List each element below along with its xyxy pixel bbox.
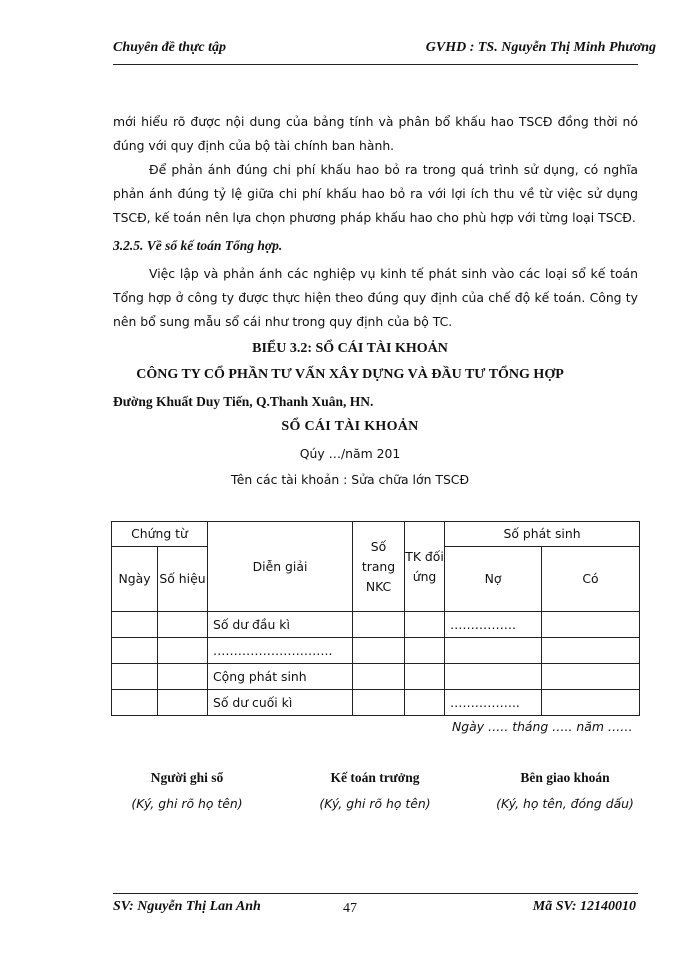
cell-no: …………….: [445, 612, 542, 638]
signature-title: Người ghi sổ: [150, 770, 224, 785]
header-dien-giai: Diễn giải: [208, 522, 353, 612]
table-row: [112, 664, 640, 690]
signature-instruction: (Ký, họ tên, đóng dấu): [496, 796, 634, 811]
paragraph-2: Để phản ánh đúng chi phí khấu hao bỏ ra trong quá trình sử dụng, có nghĩa phản ánh đúng tỷ lệ giữa chi phí khấu hao bỏ ra với lợi ích thu về từ việc sử dụng TSCĐ, kế toán nên lựa chọn phương pháp khấu hao cho phù hợp với từng loại TSCĐ.: [113, 162, 638, 225]
cell-so-hieu: [158, 664, 208, 690]
cell-so-hieu: [158, 638, 208, 664]
cell-ngay: [112, 664, 158, 690]
cell-so-hieu: [158, 690, 208, 716]
ledger-account-name: Tên các tài khoản : Sửa chữa lớn TSCĐ: [230, 472, 470, 487]
cell-co: [542, 612, 640, 638]
footer-student-id: Mã SV: 12140010: [532, 899, 636, 914]
table-row: [112, 638, 640, 664]
cell-ngay: [112, 690, 158, 716]
cell-dien-giai: Số dư đầu kì: [208, 612, 353, 638]
paragraph-1: mới hiểu rõ được nội dung của bảng tính và phân bổ khấu hao TSCĐ đồng thời nó đúng với quy định của bộ tài chính ban hành.: [113, 114, 638, 153]
ledger-table: [111, 521, 640, 716]
cell-ngay: [112, 638, 158, 664]
table-row: [112, 690, 640, 716]
header-divider: [113, 64, 638, 65]
footer-student-name: SV: Nguyễn Thị Lan Anh: [113, 899, 261, 914]
header-left: Chuyên đề thực tập: [113, 40, 227, 55]
cell-tk-doi-ung: [405, 638, 445, 664]
cell-tk-doi-ung: [405, 612, 445, 638]
header-so-hieu: Số hiệu: [158, 547, 208, 612]
ledger-title: SỔ CÁI TÀI KHOẢN: [281, 419, 419, 434]
company-name: CÔNG TY CỔ PHẦN TƯ VẤN XÂY DỰNG VÀ ĐẦU TƯ TỔNG HỢP: [136, 367, 564, 382]
cell-co: [542, 664, 640, 690]
body-paragraphs: [113, 110, 638, 230]
table-row: [112, 612, 640, 638]
header-co: Có: [542, 547, 640, 612]
header-no: Nợ: [445, 547, 542, 612]
header-so-trang-nkc: Số trang NKC: [353, 522, 405, 612]
cell-dien-giai: ………………………..: [208, 638, 353, 664]
signature-recorder: [112, 770, 262, 811]
cell-no: [445, 638, 542, 664]
signature-instruction: (Ký, ghi rõ họ tên): [131, 796, 243, 811]
cell-so-trang: [353, 612, 405, 638]
header-so-phat-sinh: Số phát sinh: [445, 522, 640, 547]
paragraph-3: Việc lập và phản ánh các nghiệp vụ kinh tế phát sinh vào các loại sổ kế toán Tổng hợp ở công ty được thực hiện theo đúng quy định của chế độ kế toán. Công ty nên bổ sung mẫu sổ cái như trong quy định của bộ TC.: [113, 266, 638, 329]
section-heading: 3.2.5. Về sổ kế toán Tổng hợp.: [113, 238, 283, 253]
company-address: Đường Khuất Duy Tiến, Q.Thanh Xuân, HN.: [113, 394, 374, 409]
header-chung-tu: Chứng từ: [112, 522, 208, 547]
form-caption: BIỂU 3.2: SỔ CÁI TÀI KHOẢN: [252, 341, 448, 356]
cell-so-trang: [353, 664, 405, 690]
cell-tk-doi-ung: [405, 690, 445, 716]
cell-so-hieu: [158, 612, 208, 638]
cell-tk-doi-ung: [405, 664, 445, 690]
cell-no: [445, 664, 542, 690]
header-tk-doi-ung: TK đối ứng: [405, 522, 445, 612]
signature-chief-accountant: [300, 770, 450, 811]
header-ngay: Ngày: [112, 547, 158, 612]
cell-dien-giai: Cộng phát sinh: [208, 664, 353, 690]
ledger-period: Qúy …/năm 201: [299, 446, 401, 461]
cell-so-trang: [353, 638, 405, 664]
header-right: GVHD : TS. Nguyễn Thị Minh Phương: [425, 40, 656, 55]
cell-ngay: [112, 612, 158, 638]
cell-co: [542, 638, 640, 664]
page-number: 47: [343, 901, 357, 916]
cell-co: [542, 690, 640, 716]
footer-divider: [113, 893, 638, 894]
cell-so-trang: [353, 690, 405, 716]
signature-contractor: [490, 770, 640, 811]
signature-title: Kế toán trưởng: [330, 770, 420, 785]
cell-dien-giai: Số dư cuối kì: [208, 690, 353, 716]
signature-instruction: (Ký, ghi rõ họ tên): [319, 796, 431, 811]
date-line: Ngày ….. tháng ….. năm ……: [452, 719, 633, 734]
cell-no: ……………..: [445, 690, 542, 716]
signature-title: Bên giao khoán: [520, 770, 610, 785]
